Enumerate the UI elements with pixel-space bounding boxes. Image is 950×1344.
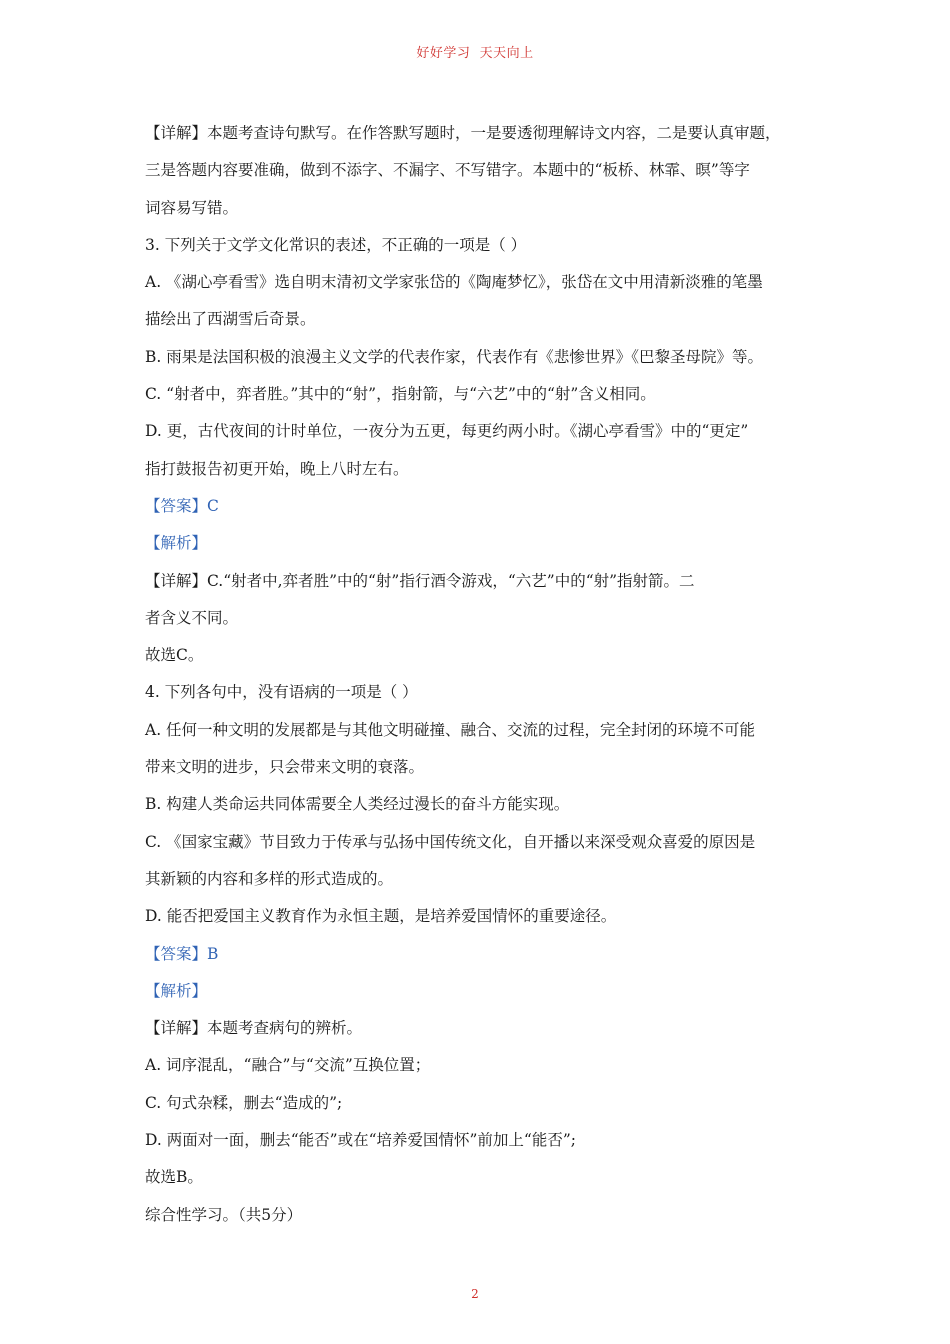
text-line: 词容易写错。 bbox=[145, 198, 239, 217]
explanation-a: A. 词序混乱，“融合”与“交流”互换位置； bbox=[145, 1056, 431, 1075]
option-a: A. 任何一种文明的发展都是与其他文明碰撞、融合、交流的过程，完全封闭的环境不可能 bbox=[145, 720, 756, 739]
text-line: 指打鼓报告初更开始，晚上八时左右。 bbox=[145, 459, 409, 478]
text-line: 带来文明的进步，只会带来文明的衰落。 bbox=[145, 758, 425, 777]
question-3-stem: 3. 下列关于文学文化常识的表述，不正确的一项是（ ） bbox=[145, 235, 527, 254]
choice-conclusion: 故选B。 bbox=[145, 1168, 203, 1187]
answer-label: 【答案】C bbox=[145, 496, 219, 515]
analysis-label: 【解析】 bbox=[145, 981, 208, 1000]
option-c: C. 《国家宝藏》节目致力于传承与弘扬中国传统文化，自开播以来深受观众喜爱的原因是 bbox=[145, 832, 756, 851]
text-line: 三是答题内容要准确，做到不添字、不漏字、不写错字。本题中的“板桥、林霏、暝”等字 bbox=[145, 161, 750, 180]
text-line: 【详解】本题考查诗句默写。在作答默写题时，一是要透彻理解诗文内容，二是要认真审题， bbox=[145, 124, 781, 142]
option-b: B. 雨果是法国积极的浪漫主义文学的代表作家，代表作有《悲惨世界》《巴黎圣母院》等。 bbox=[145, 347, 763, 366]
question-4-stem: 4. 下列各句中，没有语病的一项是（ ） bbox=[145, 683, 418, 702]
option-a: A. 《湖心亭看雪》选自明末清初文学家张岱的《陶庵梦忆》，张岱在文中用清新淡雅的笔墨 bbox=[145, 273, 763, 292]
option-b: B. 构建人类命运共同体需要全人类经过漫长的奋斗方能实现。 bbox=[145, 795, 570, 814]
section-heading: 综合性学习。（共5分） bbox=[145, 1205, 303, 1224]
explanation-d: D. 两面对一面，删去“能否”或在“培养爱国情怀”前加上“能否”; bbox=[145, 1131, 576, 1150]
option-d: D. 能否把爱国主义教育作为永恒主题，是培养爱国情怀的重要途径。 bbox=[145, 907, 617, 926]
explanation-c: C. 句式杂糅，删去“造成的”; bbox=[145, 1093, 343, 1112]
analysis-label: 【解析】 bbox=[145, 534, 208, 553]
page-number: 2 bbox=[471, 1287, 479, 1301]
text-line: 者含义不同。 bbox=[145, 608, 239, 627]
option-c: C. “射者中，弈者胜。”其中的“射”，指射箭，与“六艺”中的“射”含义相同。 bbox=[145, 385, 656, 404]
page-header-motto: 好好学习 天天向上 bbox=[416, 46, 534, 61]
option-d: D. 更，古代夜间的计时单位，一夜分为五更，每更约两小时。《湖心亭看雪》中的“更定” bbox=[145, 422, 749, 441]
choice-conclusion: 故选C。 bbox=[145, 646, 204, 665]
text-line: 其新颖的内容和多样的形式造成的。 bbox=[145, 869, 394, 888]
answer-label: 【答案】B bbox=[145, 944, 219, 963]
detail-explanation: 【详解】本题考查病句的辨析。 bbox=[145, 1019, 363, 1038]
text-line: 描绘出了西湖雪后奇景。 bbox=[145, 310, 316, 329]
document-body bbox=[145, 121, 815, 1240]
detail-explanation: 【详解】C.“射者中,弈者胜”中的“射”指行酒令游戏，“六艺”中的“射”指射箭。二 bbox=[145, 571, 695, 590]
